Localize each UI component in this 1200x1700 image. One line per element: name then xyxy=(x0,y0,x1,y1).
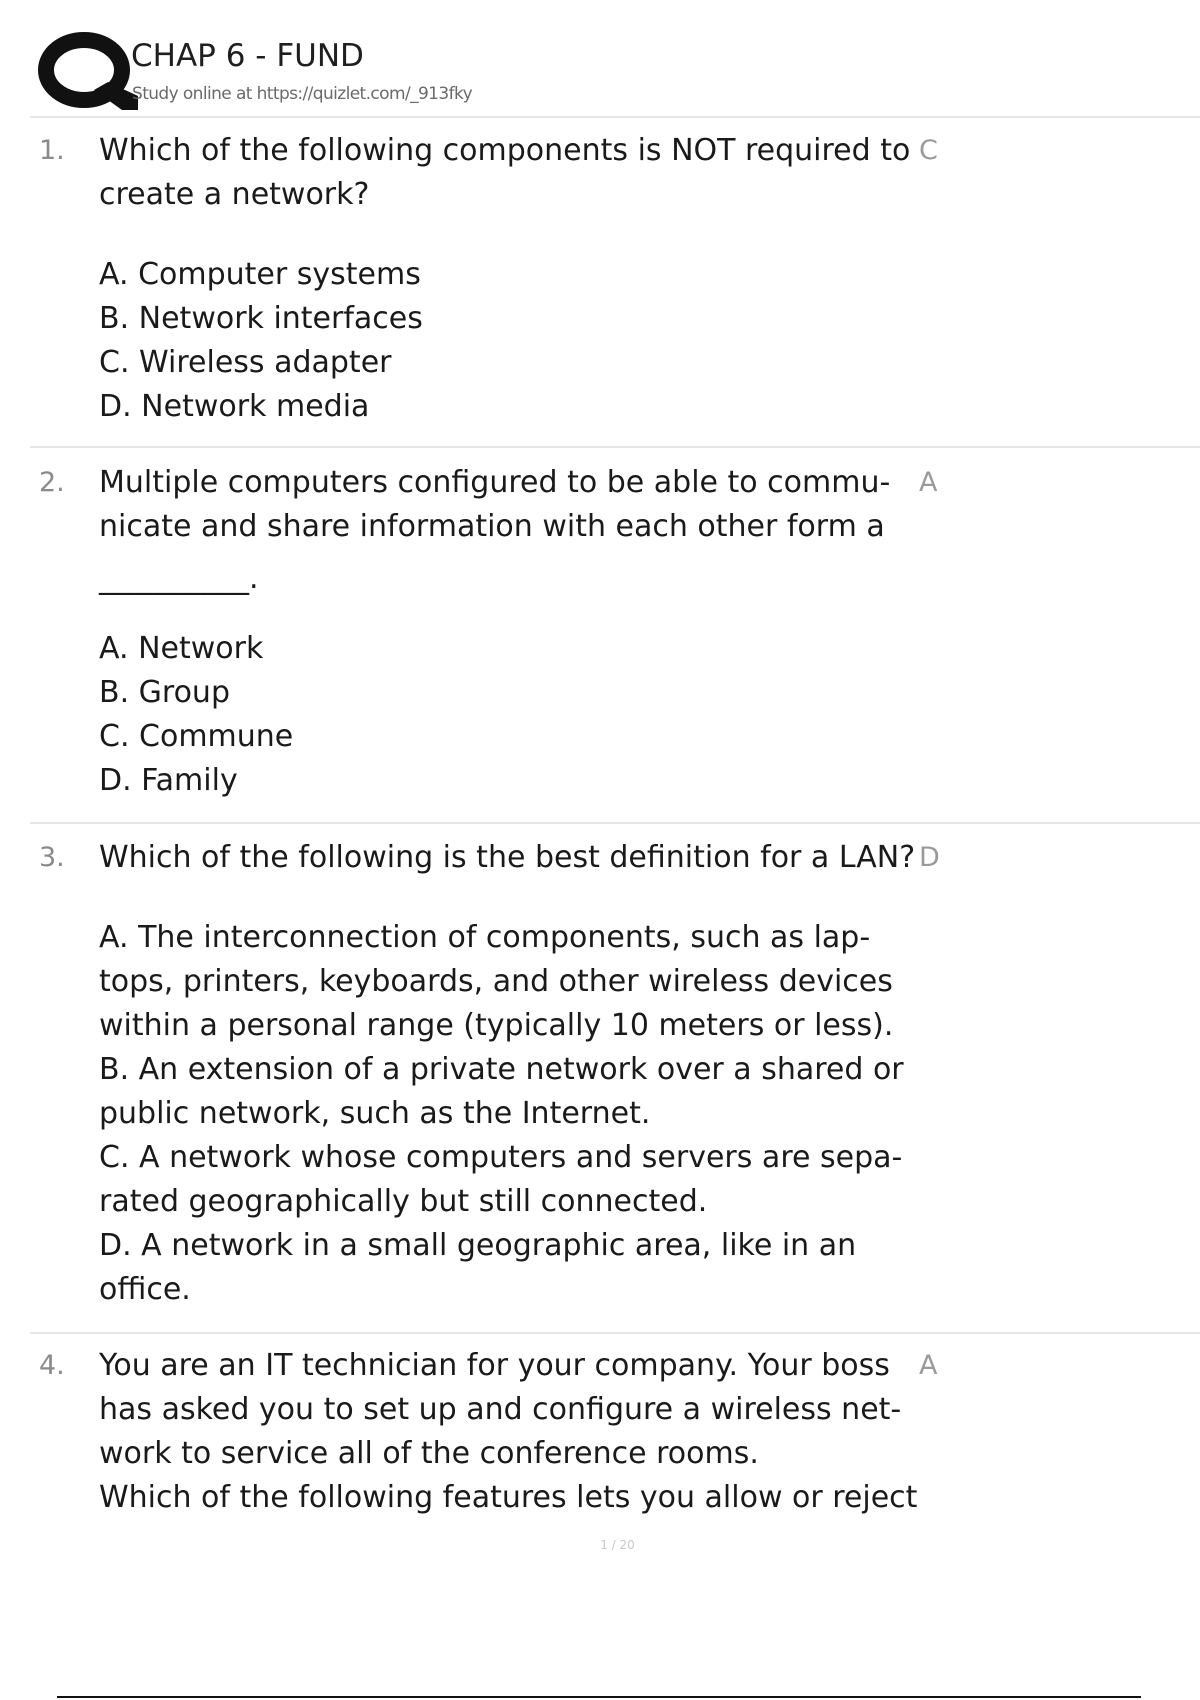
answer-letter: A xyxy=(919,467,938,498)
question-text-line: Multiple computers configured to be able to commu- xyxy=(99,465,891,500)
option-c: C. Wireless adapter xyxy=(99,345,392,380)
question-number: 3. xyxy=(39,842,65,873)
question-number: 1. xyxy=(39,135,65,166)
answer-letter: A xyxy=(919,1350,938,1381)
document-title: CHAP 6 - FUND xyxy=(131,38,364,74)
option-a: A. Network xyxy=(99,631,264,666)
question-text-line: nicate and share information with each other form a xyxy=(99,509,885,544)
question-text: Which of the following components is NOT required to create a network? xyxy=(99,133,911,212)
section-divider xyxy=(30,822,1200,824)
option-c: C. A network whose computers and servers are sepa-rated geographically but still connected. xyxy=(99,1140,903,1219)
fill-in-blank: __________. xyxy=(99,561,259,596)
question-text: Which of the following is the best definition for a LAN? xyxy=(99,840,916,875)
answer-letter: C xyxy=(919,135,938,166)
answer-options xyxy=(99,253,949,429)
section-divider xyxy=(30,446,1200,448)
document-header xyxy=(30,30,1200,116)
option-d: D. Family xyxy=(99,763,238,798)
option-a: A. The interconnection of components, such as lap-tops, printers, keyboards, and other wireless devices within a personal range (typically 10 meters or less). xyxy=(99,920,894,1043)
question-text-line: Which of the following features lets you allow or reject xyxy=(99,1480,918,1515)
option-c: C. Commune xyxy=(99,719,294,754)
option-b: B. An extension of a private network over a shared or public network, such as the Internet. xyxy=(99,1052,904,1131)
question-text xyxy=(99,1344,929,1520)
answer-letter: D xyxy=(919,842,940,873)
footer-rule xyxy=(57,1696,1141,1698)
option-d: D. A network in a small geographic area, like in an office. xyxy=(99,1228,857,1307)
quizlet-logo-icon xyxy=(30,32,140,112)
section-divider xyxy=(30,116,1200,118)
question-text-line: You are an IT technician for your company. Your boss has asked you to set up and configure a wireless net-work to service all of the conference rooms. xyxy=(99,1348,902,1471)
answer-options xyxy=(99,627,949,803)
option-a: A. Computer systems xyxy=(99,257,421,292)
option-b: B. Group xyxy=(99,675,230,710)
answer-options xyxy=(99,916,929,1312)
option-b: B. Network interfaces xyxy=(99,301,423,336)
question-text xyxy=(99,461,949,601)
question-number: 2. xyxy=(39,467,65,498)
page-number: 1 / 20 xyxy=(600,1538,635,1552)
option-d: D. Network media xyxy=(99,389,370,424)
study-online-link[interactable]: Study online at https://quizlet.com/_913fky xyxy=(132,84,473,104)
section-divider xyxy=(30,1332,1200,1334)
question-number: 4. xyxy=(39,1350,65,1381)
